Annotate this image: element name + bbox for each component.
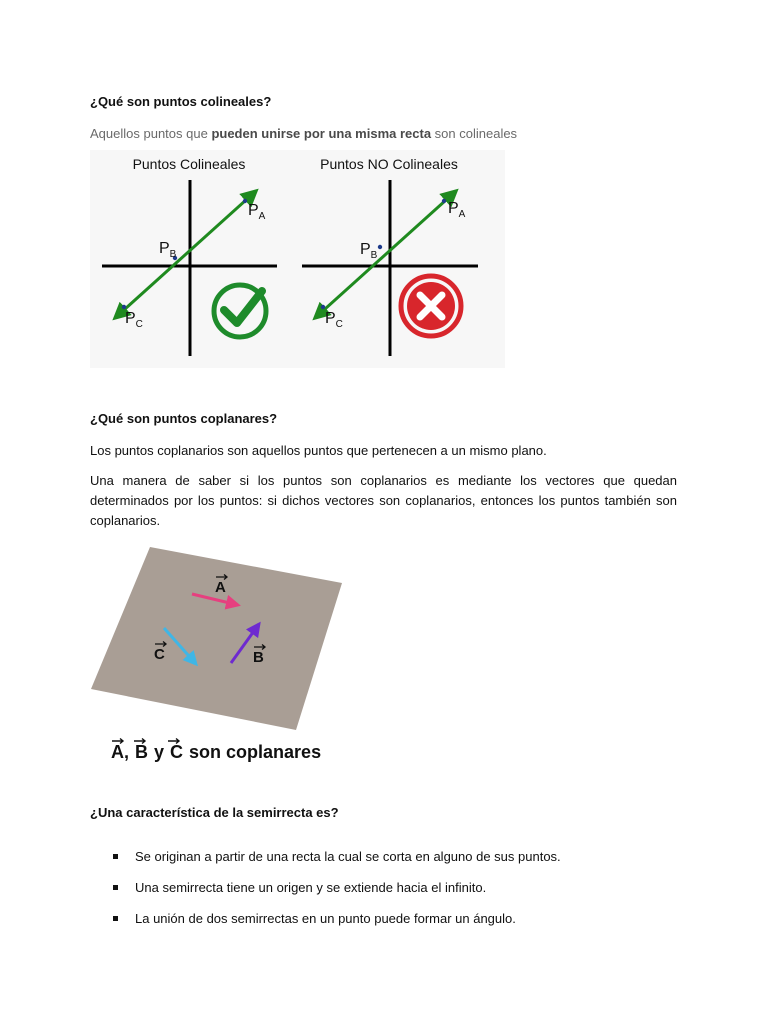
left-label-pa: $P_A$: [248, 202, 266, 222]
right-label-pa: $P_A$: [448, 200, 466, 220]
svg-text:B: B: [253, 649, 264, 666]
coplanar-vectors-figure: [88, 544, 346, 766]
list-item: [90, 878, 690, 909]
svg-text:A: A: [215, 579, 226, 596]
bullet-square-icon: [113, 885, 118, 890]
section-heading-semirrecta: ¿Una característica de la semirrecta es?: [90, 805, 339, 820]
definition-text-bold: pueden unirse por una misma recta: [211, 126, 432, 141]
list-item: [90, 909, 690, 940]
right-panel-title: Puntos NO Colineales: [320, 156, 458, 172]
svg-text:A,ByCson coplanares: A, B y C son coplanares: [111, 742, 322, 762]
left-point-a: [243, 199, 247, 203]
coplanares-definition: Los puntos coplanarios son aquellos puntos que pertenecen a un mismo plano.: [90, 443, 547, 458]
colineales-definition: [90, 124, 517, 144]
section-heading-colineales: ¿Qué son puntos colineales?: [90, 94, 272, 109]
left-label-pb: $P_B$: [159, 240, 177, 260]
right-label-pb: $P_B$: [360, 241, 378, 261]
definition-text-end: son colineales: [431, 126, 518, 141]
right-point-b-off-line: [378, 245, 382, 249]
list-item: [90, 847, 690, 878]
colinear-points-figure: [90, 150, 505, 368]
semirrecta-list: [90, 847, 690, 940]
right-point-a: [442, 199, 446, 203]
plane-shape: [91, 547, 342, 730]
coplanares-explanation: Una manera de saber si los puntos son coplanarios es mediante los vectores que quedan determinados por los puntos: si dichos vectores son coplanarios, entonces los puntos también son coplanarios.: [90, 473, 677, 528]
bullet-square-icon: [113, 916, 118, 921]
cross-icon: [401, 276, 461, 336]
list-item-text: La unión de dos semirrectas en un punto puede formar un ángulo.: [135, 911, 516, 926]
list-item-text: Se originan a partir de una recta la cual se corta en alguno de sus puntos.: [135, 849, 561, 864]
definition-text-start: Aquellos puntos que: [90, 126, 212, 141]
section-heading-coplanares: ¿Qué son puntos coplanares?: [90, 411, 278, 426]
coplanar-caption: [111, 739, 321, 763]
right-label-pc: $P_C$: [325, 310, 343, 330]
left-panel-title: Puntos Colineales: [132, 156, 246, 172]
left-point-c: [122, 305, 126, 309]
bullet-square-icon: [113, 854, 118, 859]
svg-text:C: C: [154, 646, 165, 663]
right-point-c: [321, 305, 325, 309]
left-label-pc: $P_C$: [125, 310, 143, 330]
list-item-text: Una semirrecta tiene un origen y se extiende hacia el infinito.: [135, 880, 487, 895]
